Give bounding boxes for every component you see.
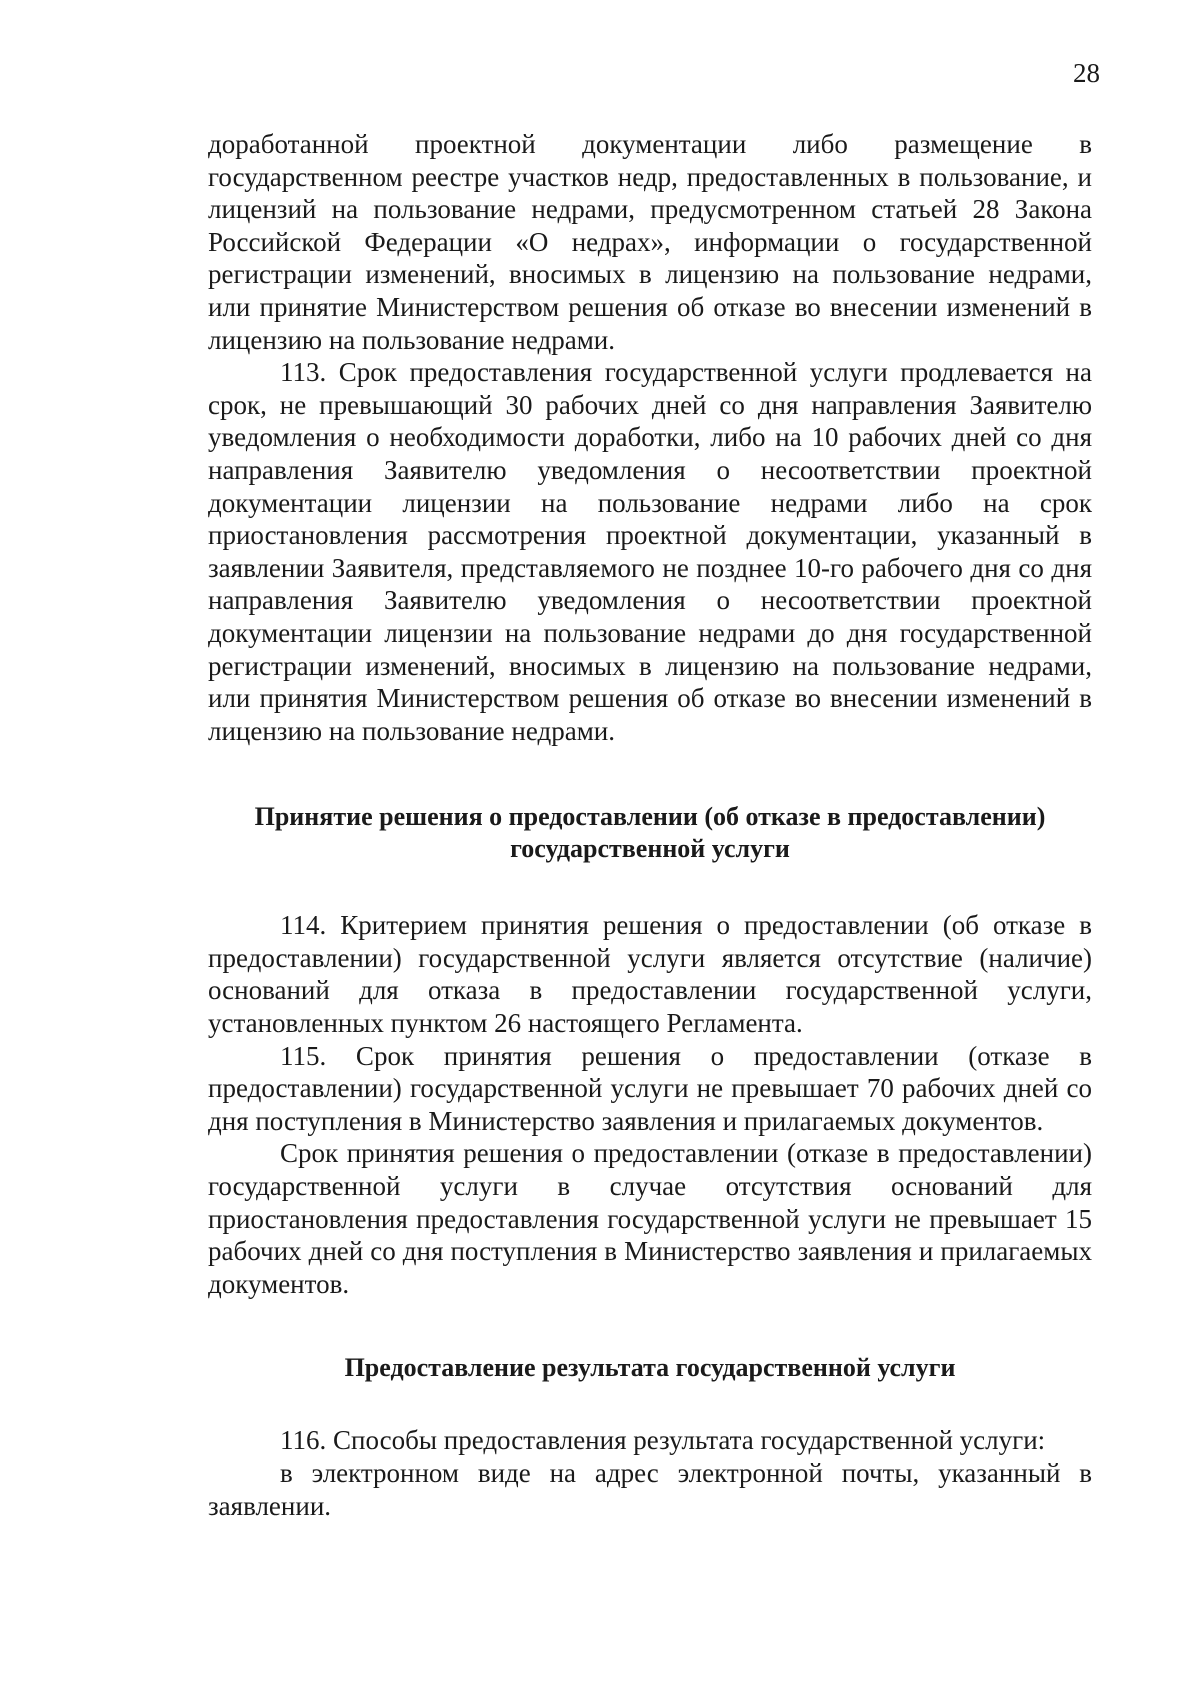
section-heading-decision bbox=[208, 801, 1092, 865]
section-heading-decision-line-1: Принятие решения о предоставлении (об отказе в предоставлении) bbox=[254, 802, 1046, 832]
paragraph-116: 116. Способы предоставления результата государственной услуги: bbox=[280, 1425, 1046, 1456]
page-number: 28 bbox=[1073, 58, 1100, 88]
paragraph-116-electronic: в электронном виде на адрес электронной почты, указанный в заявлении. bbox=[208, 1458, 1092, 1521]
paragraph-113: 113. Срок предоставления государственной услуги продлевается на срок, не превышающий 30 рабочих дней со дня направления Заявителю уведомления о необходимости доработки, либо на 10 рабочих дней со дня направления Заявителю уведомления о несоответствии проектной документации лицензии на пользование недрами либо на срок приостановления рассмотрения проектной документации, указанный в заявлении Заявителя, представляемого не позднее 10-го рабочего дня со дня направления Заявителю уведомления о несоответствии проектной документации лицензии на пользование недрами до дня государственной регистрации изменений, вносимых в лицензию на пользование недрами, или принятия Министерством решения об отказе во внесении изменений в лицензию на пользование недрами. bbox=[208, 357, 1092, 746]
document-body bbox=[208, 128, 1092, 1522]
section-heading-decision-line-2: государственной услуги bbox=[510, 834, 790, 864]
paragraph-115-term: Срок принятия решения о предоставлении (отказе в предоставлении) государственной услуги в случае отсутствия оснований для приостановления предоставления государственной услуги не превышает 15 рабочих дней со дня поступления в Министерство заявления и прилагаемых документов. bbox=[208, 1138, 1092, 1299]
section-heading-result: Предоставление результата государственной услуги bbox=[344, 1353, 956, 1383]
paragraph-114: 114. Критерием принятия решения о предоставлении (об отказе в предоставлении) государственной услуги является отсутствие (наличие) оснований для отказа в предоставлении государственной услуги, установленных пунктом 26 настоящего Регламента. bbox=[208, 910, 1092, 1039]
paragraph-continuation: доработанной проектной документации либо размещение в государственном реестре участков недр, предоставленных в пользование, и лицензий на пользование недрами, предусмотренном статьей 28 Закона Российской Федерации «О недрах», информации о государственной регистрации изменений, вносимых в лицензию на пользование недрами, или принятие Министерством решения об отказе во внесении изменений в лицензию на пользование недрами. bbox=[208, 129, 1092, 355]
paragraph-115: 115. Срок принятия решения о предоставлении (отказе в предоставлении) государственной услуги не превышает 70 рабочих дней со дня поступления в Министерство заявления и прилагаемых документов. bbox=[208, 1040, 1092, 1136]
